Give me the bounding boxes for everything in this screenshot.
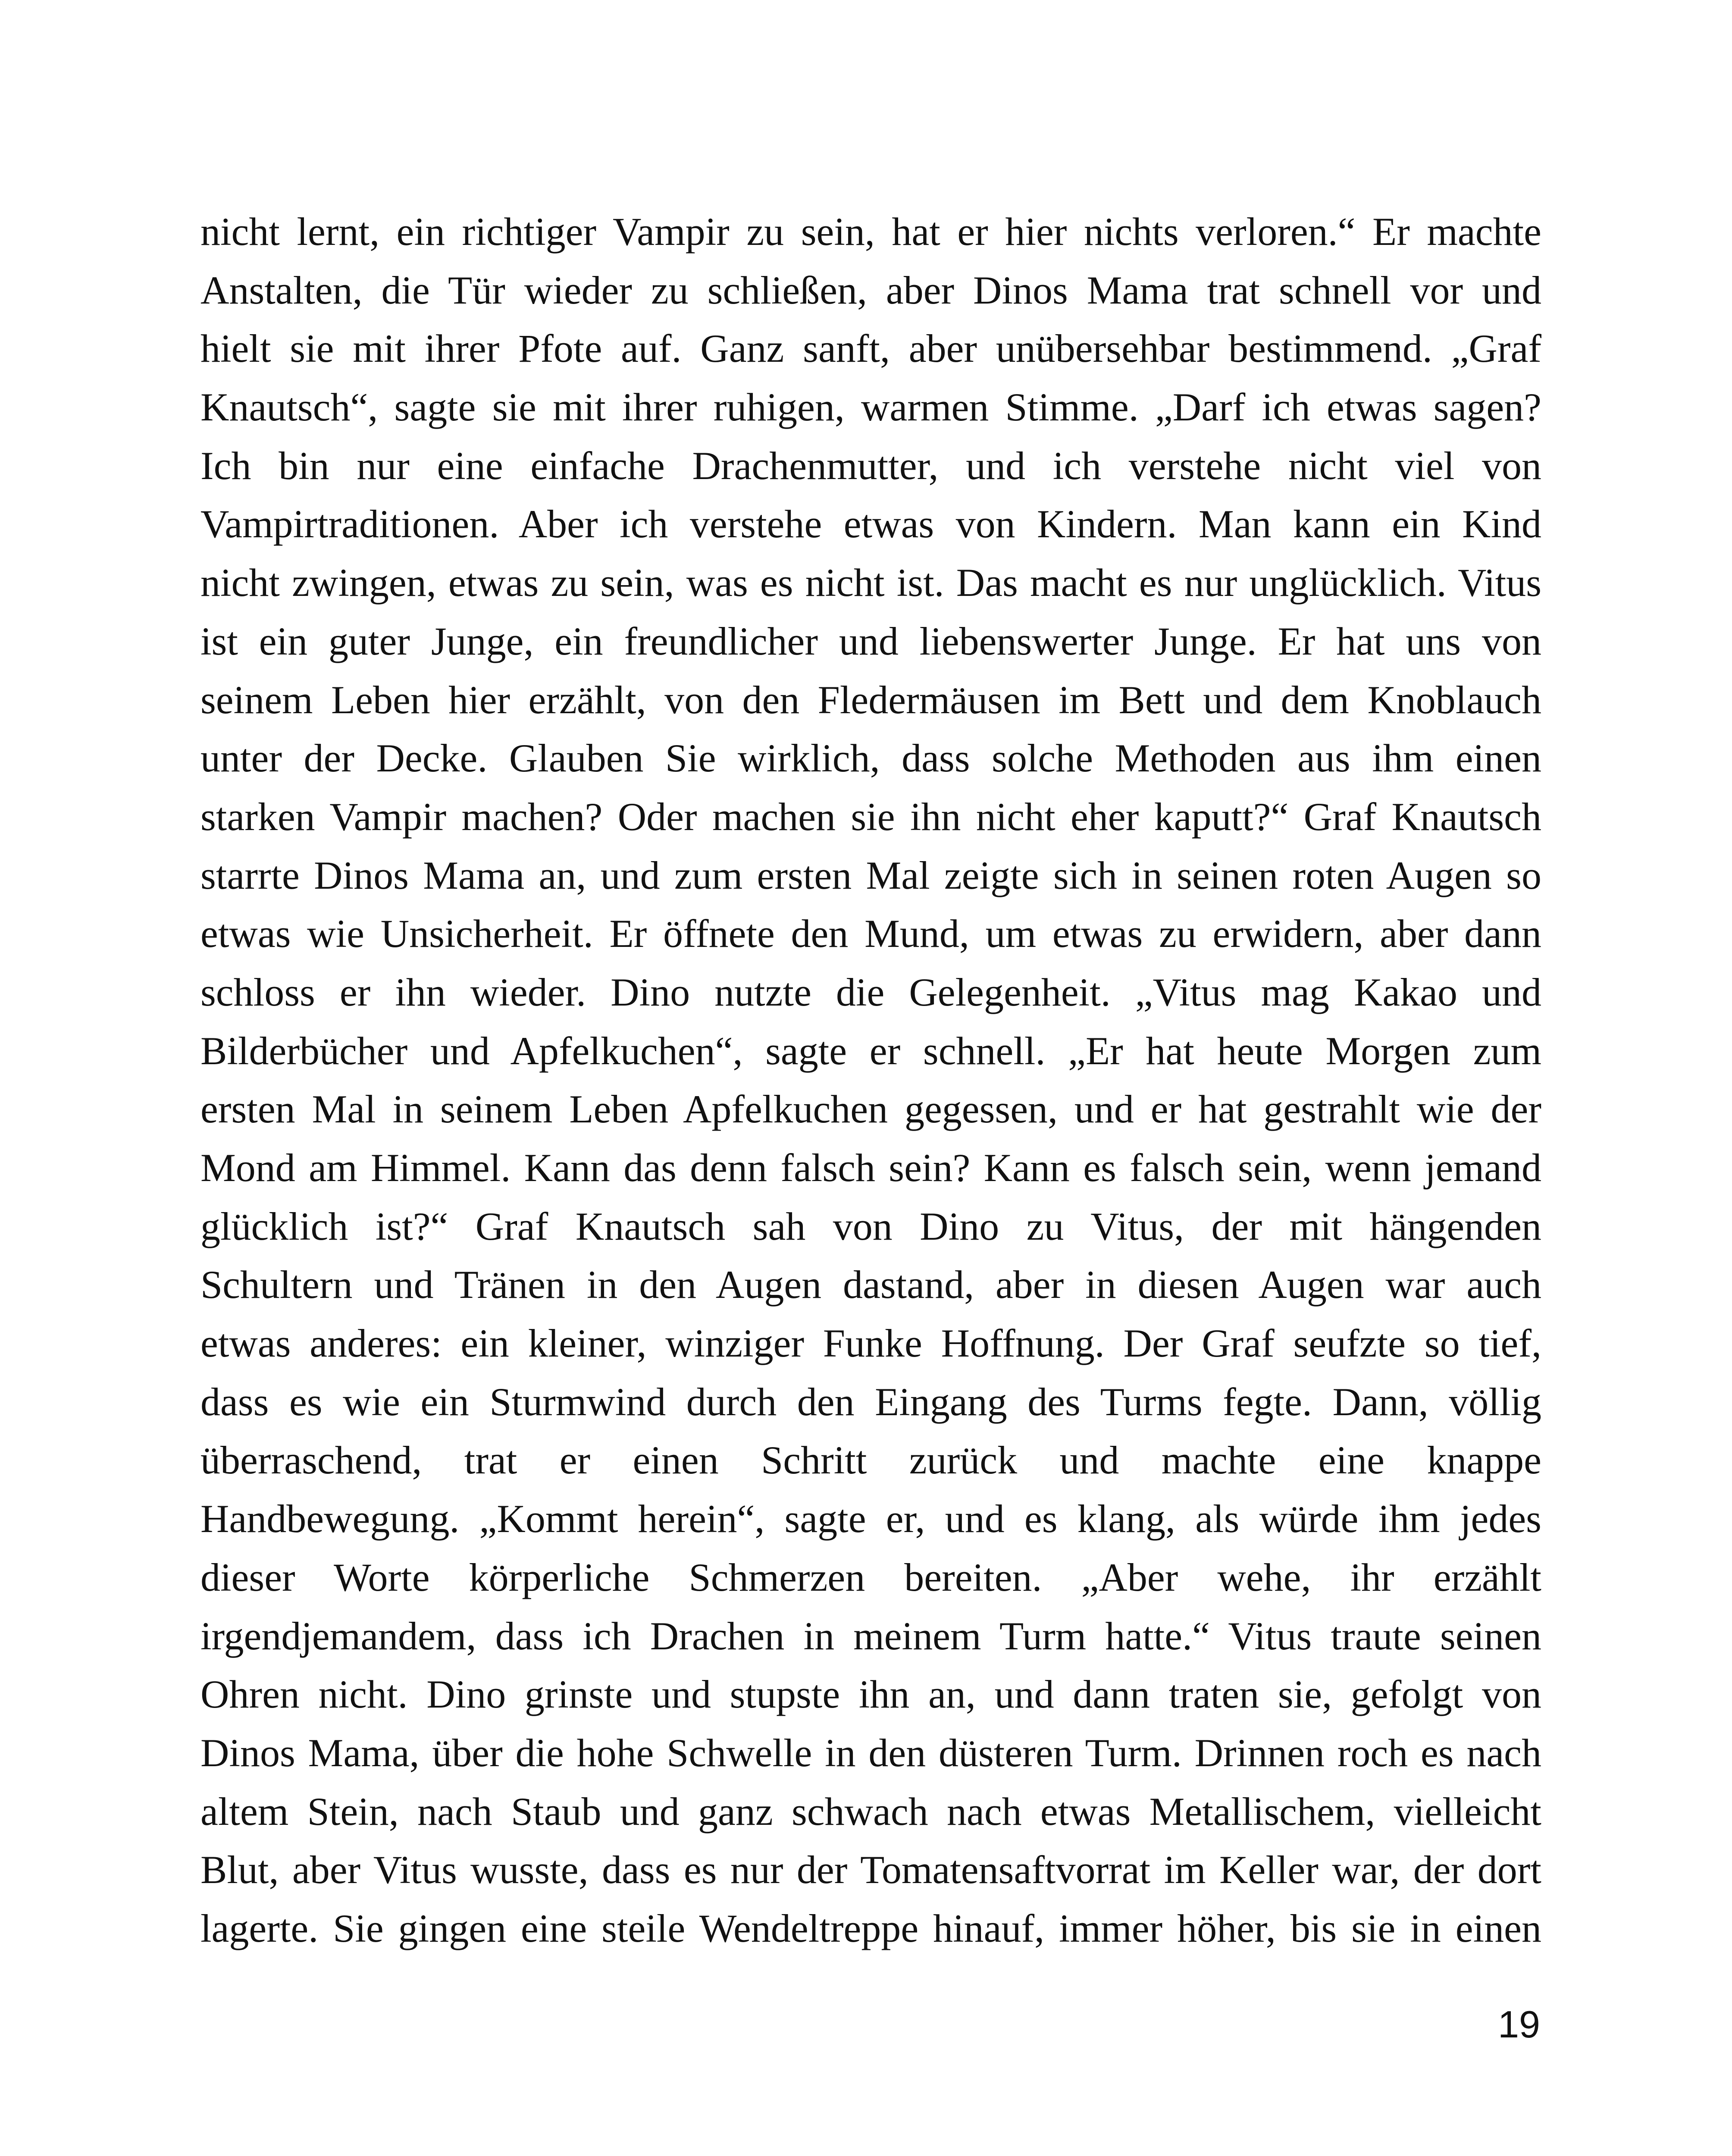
body-text <box>200 203 1541 1958</box>
text-line: etwas wie Unsicherheit. Er öffnete den Mund, um etwas zu erwidern, aber dann <box>200 912 1541 956</box>
text-line: starken Vampir machen? Oder machen sie ihn nicht eher kaputt?“ Graf Knautsch <box>200 794 1541 839</box>
text-line: nicht lernt, ein richtiger Vampir zu sein, hat er hier nichts verloren.“ Er machte <box>200 210 1541 254</box>
text-line: schloss er ihn wieder. Dino nutzte die Gelegenheit. „Vitus mag Kakao und <box>200 970 1541 1014</box>
text-line: seinem Leben hier erzählt, von den Fledermäusen im Bett und dem Knoblauch <box>200 677 1541 722</box>
text-line: dass es wie ein Sturmwind durch den Eingang des Turms fegte. Dann, völlig <box>200 1379 1541 1424</box>
text-line: unter der Decke. Glauben Sie wirklich, dass solche Methoden aus ihm einen <box>200 736 1541 780</box>
text-line: Schultern und Tränen in den Augen dastand, aber in diesen Augen war auch <box>200 1263 1541 1307</box>
text-line: Knautsch“, sagte sie mit ihrer ruhigen, warmen Stimme. „Darf ich etwas sagen? <box>200 385 1541 429</box>
page-number: 19 <box>1498 2003 1540 2046</box>
text-line: irgendjemandem, dass ich Drachen in meinem Turm hatte.“ Vitus traute seinen <box>200 1614 1541 1658</box>
text-line: starrte Dinos Mama an, und zum ersten Mal zeigte sich in seinen roten Augen so <box>200 853 1541 897</box>
text-line: Mond am Himmel. Kann das denn falsch sein? Kann es falsch sein, wenn jemand <box>200 1146 1541 1190</box>
text-line: Handbewegung. „Kommt herein“, sagte er, und es klang, als würde ihm jedes <box>200 1497 1541 1541</box>
text-line: Ich bin nur eine einfache Drachenmutter, und ich verstehe nicht viel von <box>200 443 1541 488</box>
text-line: Anstalten, die Tür wieder zu schließen, aber Dinos Mama trat schnell vor und <box>200 268 1541 312</box>
text-line: überraschend, trat er einen Schritt zurück und machte eine knappe <box>200 1438 1541 1482</box>
text-line: altem Stein, nach Staub und ganz schwach nach etwas Metallischem, vielleicht <box>200 1789 1541 1833</box>
text-line: Bilderbücher und Apfelkuchen“, sagte er schnell. „Er hat heute Morgen zum <box>200 1028 1541 1073</box>
text-line: ist ein guter Junge, ein freundlicher und liebenswerter Junge. Er hat uns von <box>200 619 1541 663</box>
text-line: lagerte. Sie gingen eine steile Wendeltreppe hinauf, immer höher, bis sie in einen <box>200 1906 1541 1950</box>
text-line: Blut, aber Vitus wusste, dass es nur der Tomatensaftvorrat im Keller war, der dort <box>200 1848 1541 1892</box>
text-line: ersten Mal in seinem Leben Apfelkuchen gegessen, und er hat gestrahlt wie der <box>200 1087 1541 1131</box>
text-line: Dinos Mama, über die hohe Schwelle in den düsteren Turm. Drinnen roch es nach <box>200 1730 1541 1775</box>
text-line: Vampirtraditionen. Aber ich verstehe etwas von Kindern. Man kann ein Kind <box>200 502 1541 546</box>
text-line: dieser Worte körperliche Schmerzen bereiten. „Aber wehe, ihr erzählt <box>200 1555 1541 1599</box>
text-line: nicht zwingen, etwas zu sein, was es nicht ist. Das macht es nur unglücklich. Vitus <box>200 561 1541 605</box>
text-line: hielt sie mit ihrer Pfote auf. Ganz sanft, aber unübersehbar bestimmend. „Graf <box>200 326 1541 371</box>
text-line: Ohren nicht. Dino grinste und stupste ihn an, und dann traten sie, gefolgt von <box>200 1672 1541 1717</box>
text-line: etwas anderes: ein kleiner, winziger Funke Hoffnung. Der Graf seufzte so tief, <box>200 1321 1541 1366</box>
text-line: glücklich ist?“ Graf Knautsch sah von Dino zu Vitus, der mit hängenden <box>200 1204 1541 1248</box>
